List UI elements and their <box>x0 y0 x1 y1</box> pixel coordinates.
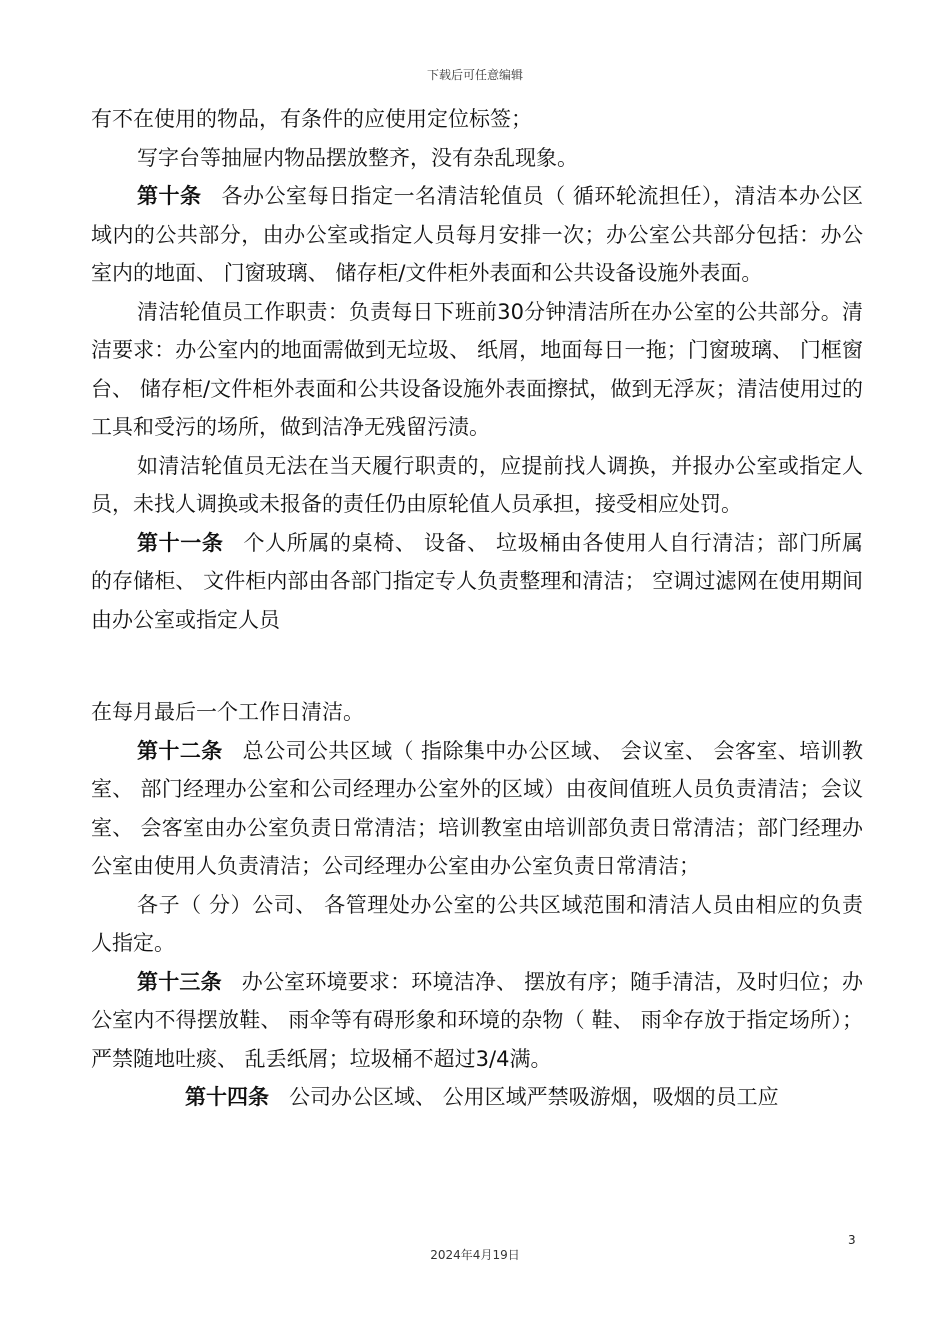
article-13 <box>91 963 863 1079</box>
article-14 <box>91 1078 863 1117</box>
paragraph <box>91 693 863 732</box>
page-footer-date: 2024年4月19日 <box>430 1248 520 1262</box>
page-header: 下载后可任意编辑 <box>426 68 523 82</box>
article-heading: 第十一条 <box>137 530 224 555</box>
paragraph <box>91 886 863 963</box>
article-heading: 第十二条 <box>137 738 223 763</box>
paragraph-text: 在每月最后一个工作日清洁。 <box>91 700 364 724</box>
article-10 <box>91 177 863 293</box>
paragraph <box>91 447 863 524</box>
paragraph-text: 有不在使用的物品，有条件的应使用定位标签； <box>91 107 532 131</box>
article-12 <box>91 732 863 886</box>
article-heading: 第十三条 <box>137 969 222 994</box>
article-heading: 第十条 <box>137 184 202 208</box>
paragraph-text: 各办公室每日指定一名清洁轮值员（ 循环轮流担任），清洁本办公区域内的公共部分，由办公室或指定人员每月安排一次；办公室公共部分包括：办公室内的地面、 门窗玻璃、 储存柜/文件柜外表面和公共设备设施外表面。 <box>91 184 863 285</box>
paragraph-text: 公司办公区域、 公用区域严禁吸游烟，吸烟的员工应 <box>289 1085 779 1109</box>
page-break-gap <box>91 639 863 693</box>
article-heading: 第十四条 <box>185 1085 269 1109</box>
paragraph <box>91 293 863 447</box>
paragraph-text: 办公室环境要求：环境洁净、 摆放有序；随手清洁，及时归位；办公室内不得摆放鞋、 雨伞等有碍形象和环境的杂物（ 鞋、 雨伞存放于指定场所）；严禁随地吐痰、 乱丢纸屑；垃圾桶不超过3/4满。 <box>91 969 863 1071</box>
page-number: 3 <box>848 1233 856 1247</box>
paragraph-text: 写字台等抽屉内物品摆放整齐，没有杂乱现象。 <box>137 145 578 170</box>
paragraph-text: 总公司公共区域（ 指除集中办公区域、 会议室、 会客室、培训教室、 部门经理办公室和公司经理办公室外的区域）由夜间值班人员负责清洁；会议室、 会客室由办公室负责日常清洁；培训教室由培训部负责日常清洁；部门经理办公室由使用人负责清洁；公司经理办公室由办公室负责日常清洁； <box>91 738 864 878</box>
article-11 <box>91 524 863 640</box>
paragraph <box>91 100 863 139</box>
paragraph-text: 如清洁轮值员无法在当天履行职责的，应提前找人调换，并报办公室或指定人员，未找人调换或未报备的责任仍由原轮值人员承担，接受相应处罚。 <box>91 453 863 516</box>
document-body <box>91 100 863 1117</box>
paragraph-text: 各子（ 分）公司、 各管理处办公室的公共区域范围和清洁人员由相应的负责人指定。 <box>91 892 863 955</box>
paragraph-text: 清洁轮值员工作职责：负责每日下班前30分钟清洁所在办公室的公共部分。清洁要求：办公室内的地面需做到无垃圾、 纸屑，地面每日一拖；门窗玻璃、 门框窗台、 储存柜/文件柜外表面和公共设备设施外表面擦拭，做到无浮灰；清洁使用过的工具和受污的场所，做到洁净无残留污渍。 <box>91 299 863 439</box>
paragraph <box>91 139 863 178</box>
paragraph-text: 个人所属的桌椅、 设备、 垃圾桶由各使用人自行清洁；部门所属的存储柜、 文件柜内部由各部门指定专人负责整理和清洁； 空调过滤网在使用期间由办公室或指定人员 <box>91 530 864 632</box>
